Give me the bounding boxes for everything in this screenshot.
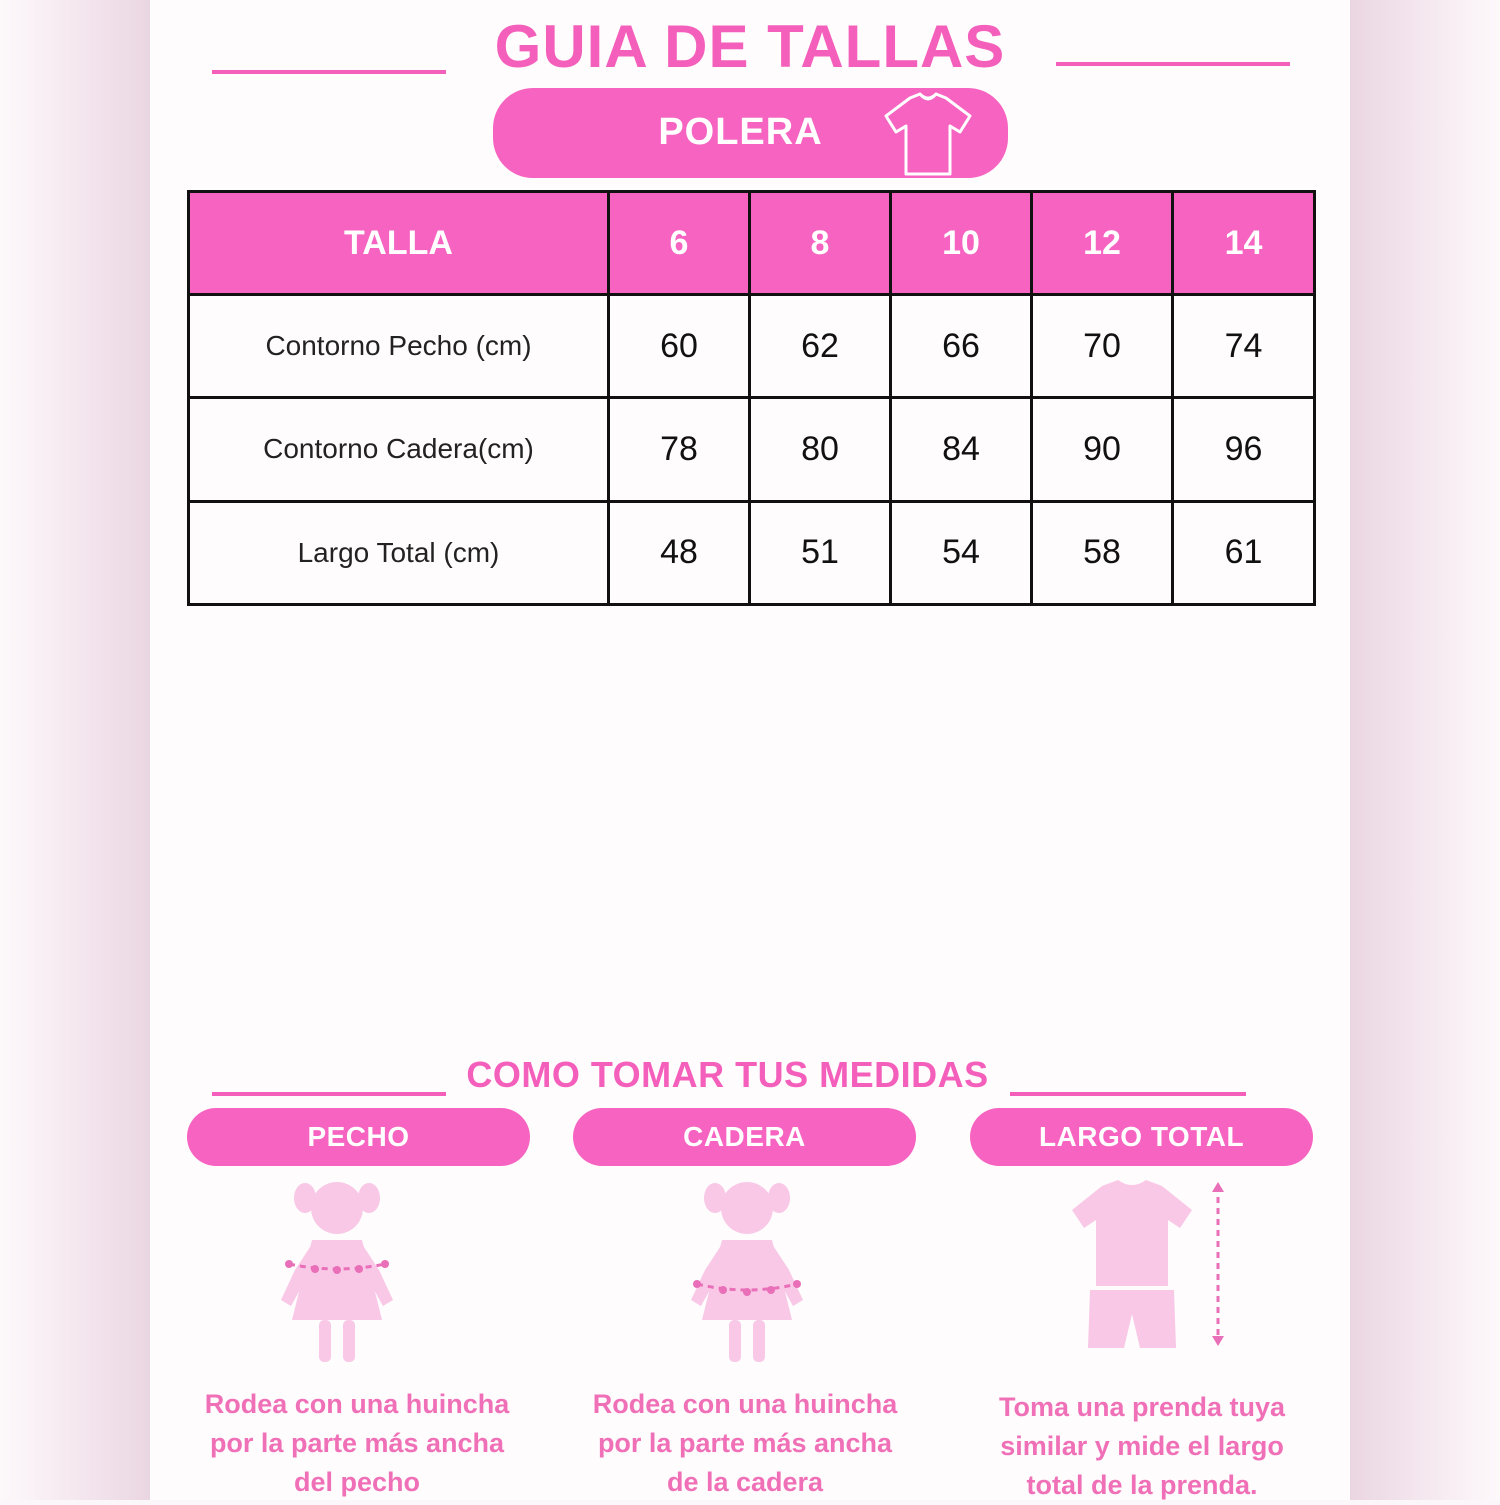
size-guide-card	[150, 0, 1350, 1500]
how-right-rule	[1010, 1092, 1246, 1096]
table-cell: 60	[609, 295, 750, 398]
size-header-cell: 12	[1032, 192, 1173, 295]
pecho-line: por la parte más ancha	[209, 1428, 505, 1458]
left-backdrop	[0, 0, 150, 1500]
table-cell: 62	[750, 295, 891, 398]
size-header-cell: 14	[1173, 192, 1315, 295]
size-table	[187, 190, 1316, 606]
table-cell: 90	[1032, 398, 1173, 501]
size-header-label: TALLA	[189, 192, 609, 295]
table-cell: 51	[750, 501, 891, 604]
table-cell: 54	[891, 501, 1032, 604]
pecho-line: Rodea con una huincha	[204, 1389, 510, 1419]
garment-label: POLERA	[658, 111, 823, 153]
size-header-cell: 6	[609, 192, 750, 295]
how-to-header	[150, 1050, 1350, 1100]
size-header-cell: 10	[891, 192, 1032, 295]
table-cell: 58	[1032, 501, 1173, 604]
largo-line: Toma una prenda tuya	[998, 1392, 1286, 1422]
page-title: GUIA DE TALLAS	[494, 13, 1006, 80]
table-cell: 48	[609, 501, 750, 604]
cadera-description	[565, 1385, 925, 1502]
cadera-line: Rodea con una huincha	[592, 1389, 898, 1419]
largo-total-description	[962, 1388, 1322, 1505]
girl-hip-measure-icon	[565, 1170, 925, 1380]
table-row	[189, 295, 1315, 398]
table-cell: 74	[1173, 295, 1315, 398]
largo-line: total de la prenda.	[1026, 1470, 1258, 1500]
cadera-pill: CADERA	[573, 1108, 916, 1166]
table-cell: 66	[891, 295, 1032, 398]
tshirt-icon	[880, 90, 976, 180]
largo-total-pill: LARGO TOTAL	[970, 1108, 1313, 1166]
largo-line: similar y mide el largo	[1000, 1431, 1284, 1461]
how-to-title: COMO TOMAR TUS MEDIDAS	[466, 1054, 989, 1095]
clothes-length-measure-icon	[962, 1170, 1322, 1380]
right-backdrop	[1350, 0, 1500, 1500]
title-row	[150, 12, 1350, 82]
title-right-rule	[1056, 62, 1290, 66]
table-cell: 80	[750, 398, 891, 501]
row-label: Contorno Cadera(cm)	[189, 398, 609, 501]
how-left-rule	[212, 1092, 446, 1096]
table-row	[189, 398, 1315, 501]
cadera-line: por la parte más ancha	[597, 1428, 893, 1458]
girl-chest-measure-icon	[177, 1170, 537, 1380]
table-cell: 78	[609, 398, 750, 501]
table-row	[189, 501, 1315, 604]
row-label: Contorno Pecho (cm)	[189, 295, 609, 398]
table-cell: 61	[1173, 501, 1315, 604]
pecho-pill: PECHO	[187, 1108, 530, 1166]
title-left-rule	[212, 70, 446, 74]
size-header-cell: 8	[750, 192, 891, 295]
cadera-line: de la cadera	[666, 1467, 824, 1497]
table-cell: 84	[891, 398, 1032, 501]
pecho-description	[177, 1385, 537, 1502]
row-label: Largo Total (cm)	[189, 501, 609, 604]
table-cell: 96	[1173, 398, 1315, 501]
table-cell: 70	[1032, 295, 1173, 398]
size-header-row	[189, 192, 1315, 295]
pecho-line: del pecho	[293, 1467, 421, 1497]
garment-pill	[493, 88, 1008, 178]
